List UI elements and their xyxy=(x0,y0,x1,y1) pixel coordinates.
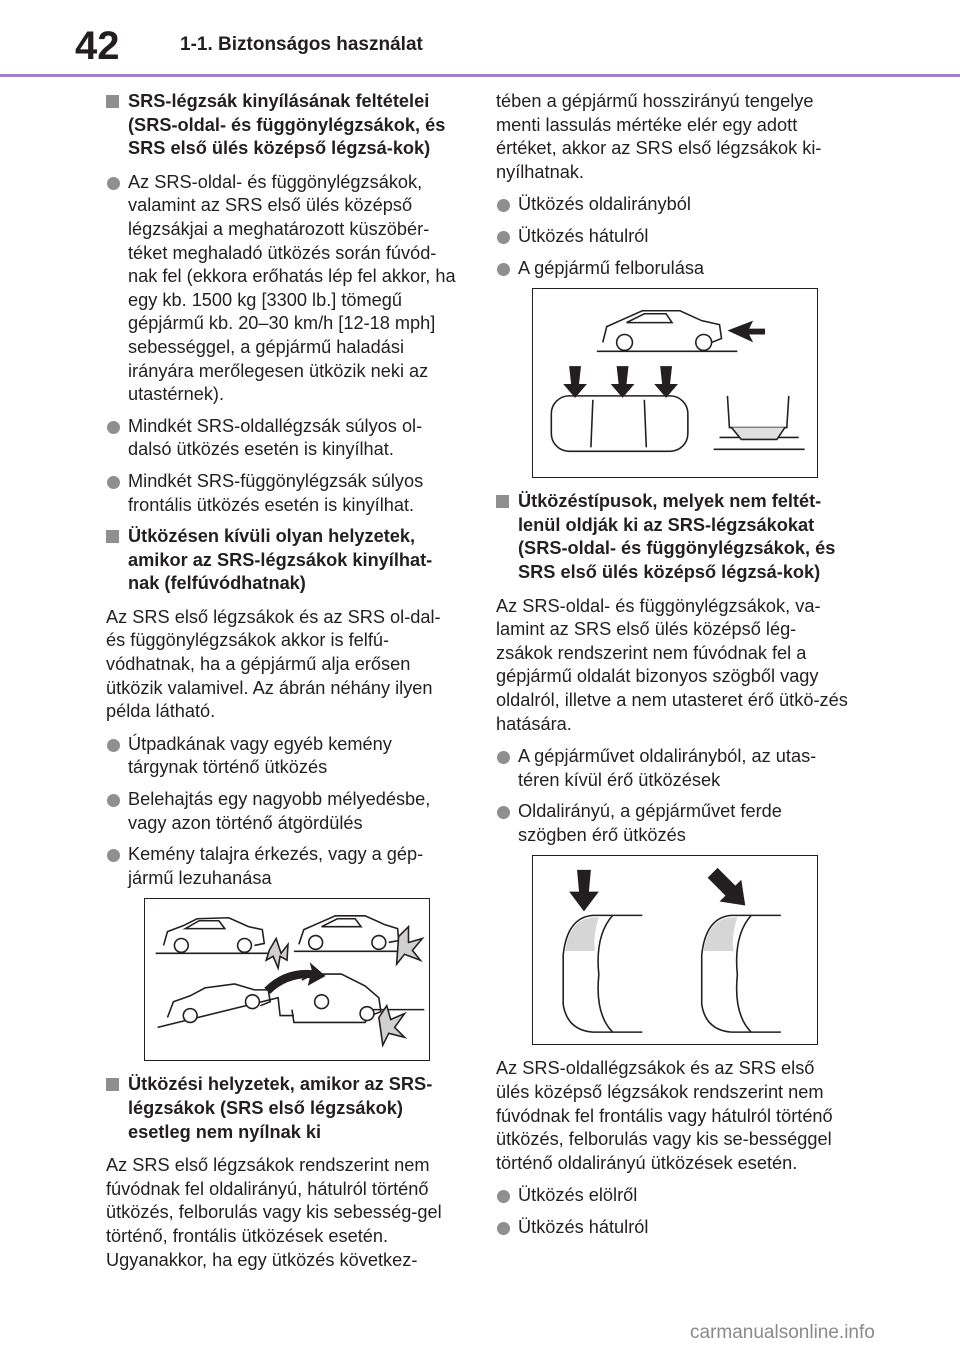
section-title: 1-1. Biztonságos használat xyxy=(180,34,423,55)
paragraph: Az SRS-oldallégzsákok és az SRS első ülés középső légzsákok rendszerint nem fúvódnak fel frontális vagy hátulról történő ütközés, felborulás vagy kis se-bességgel történő oldalirányú ütközések esetén. xyxy=(496,1058,833,1173)
list-item: Mindkét SRS-függönylégzsák súlyos frontális ütközés esetén is kinyílhat. xyxy=(106,470,462,517)
right-column xyxy=(496,90,852,1248)
list-item: Ütközés oldalirányból xyxy=(496,193,852,217)
list-item: Ütközés elölről xyxy=(496,1184,852,1208)
oblique-side-impact-illustration xyxy=(532,855,818,1045)
round-bullet-icon xyxy=(497,263,510,276)
paragraph: tében a gépjármű hosszirányú tengelye menti lassulás mértéke elér egy adott értéket, akkor az SRS első légzsákok ki-nyílhatnak. xyxy=(496,91,822,182)
list-item: Mindkét SRS-oldallégzsák súlyos ol-dalsó ütközés esetén is kinyílhat. xyxy=(106,415,462,462)
round-bullet-icon xyxy=(497,199,510,212)
underbody-impact-drawing xyxy=(145,899,429,1060)
oblique-side-impact-drawing xyxy=(533,856,817,1044)
heading-no-deploy-situations: Ütközési helyzetek, amikor az SRS-légzsákok (SRS első légzsákok) esetleg nem nyílnak ki xyxy=(106,1073,462,1144)
watermark: carmanualsonline.info xyxy=(690,1322,875,1343)
paragraph: Az SRS első légzsákok rendszerint nem fúvódnak fel oldalirányú, hátulról történő ütközés, felborulás vagy kis sebesség-gel történő, frontális ütközések esetén. Ugyanakkor, ha egy ütközés következ- xyxy=(106,1155,442,1270)
side-rear-rollover-illustration xyxy=(532,288,818,478)
paragraph: Az SRS-oldal- és függönylégzsákok, va-lamint az SRS első ülés középső lég-zsákok rendszerint nem fúvódnak fel a gépjármű oldalát bizonyos szögből vagy oldalról, illetve a nem utasteret érő ütkö-zés hatására. xyxy=(496,595,848,734)
page-number: 42 xyxy=(75,24,120,68)
square-bullet-icon xyxy=(496,495,509,508)
side-rear-rollover-drawing xyxy=(533,289,817,477)
header-divider xyxy=(0,74,960,77)
round-bullet-icon xyxy=(497,1190,510,1203)
round-bullet-icon xyxy=(497,231,510,244)
list-item: Oldalirányú, a gépjárművet ferde szögben érő ütközés xyxy=(496,800,852,847)
heading-impact-types: Ütközéstípusok, melyek nem feltét-lenül oldják ki az SRS-légzsákokat (SRS-oldal- és függönylégzsákok, és SRS első ülés középső légzsá-kok) xyxy=(496,490,852,584)
page-header xyxy=(0,0,960,78)
list-item: Kemény talajra érkezés, vagy a gép-jármű lezuhanása xyxy=(106,843,462,890)
list-item: A gépjármű felborulása xyxy=(496,257,852,281)
heading-non-collision-situations: Ütközésen kívüli olyan helyzetek, amikor az SRS-légzsákok kinyílhat-nak (felfúvódhatnak) xyxy=(106,525,462,596)
round-bullet-icon xyxy=(107,794,120,807)
round-bullet-icon xyxy=(107,476,120,489)
list-item: A gépjárművet oldalirányból, az utas-téren kívül érő ütközések xyxy=(496,745,852,792)
left-column xyxy=(106,90,462,1281)
round-bullet-icon xyxy=(107,739,120,752)
list-item: Ütközés hátulról xyxy=(496,225,852,249)
underbody-impact-illustration xyxy=(144,898,430,1061)
round-bullet-icon xyxy=(107,177,120,190)
paragraph: Az SRS első légzsákok és az SRS ol-dal- és függönylégzsákok akkor is felfú-vódhatnak, ha a gépjármű alja erősen ütközik valamivel. Az ábrán néhány ilyen példa látható. xyxy=(106,606,441,722)
round-bullet-icon xyxy=(497,1222,510,1235)
heading-deployment-conditions: SRS-légzsák kinyílásának feltételei (SRS-oldal- és függönylégzsákok, és SRS első ülés középső légzsá-kok) xyxy=(106,90,462,161)
square-bullet-icon xyxy=(106,95,119,108)
list-item: Belehajtás egy nagyobb mélyedésbe, vagy azon történő átgördülés xyxy=(106,788,462,835)
list-item: Útpadkának vagy egyéb kemény tárgynak történő ütközés xyxy=(106,733,462,780)
round-bullet-icon xyxy=(497,751,510,764)
list-item: Az SRS-oldal- és függönylégzsákok, valamint az SRS első ülés középső légzsákjai a meghatározott küszöbér-téket meghaladó ütközés során fúvód-nak fel (ekkora erőhatás lép fel akkor, ha egy kb. 1500 kg [3300 lb.] tömegű gépjármű kb. 20–30 km/h [12-18 mph] sebességgel, a gépjármű haladási irányára merőlegesen ütközik neki az utastérnek). xyxy=(106,171,462,407)
square-bullet-icon xyxy=(106,530,119,543)
round-bullet-icon xyxy=(497,806,510,819)
list-item: Ütközés hátulról xyxy=(496,1216,852,1240)
round-bullet-icon xyxy=(107,849,120,862)
square-bullet-icon xyxy=(106,1078,119,1091)
round-bullet-icon xyxy=(107,421,120,434)
